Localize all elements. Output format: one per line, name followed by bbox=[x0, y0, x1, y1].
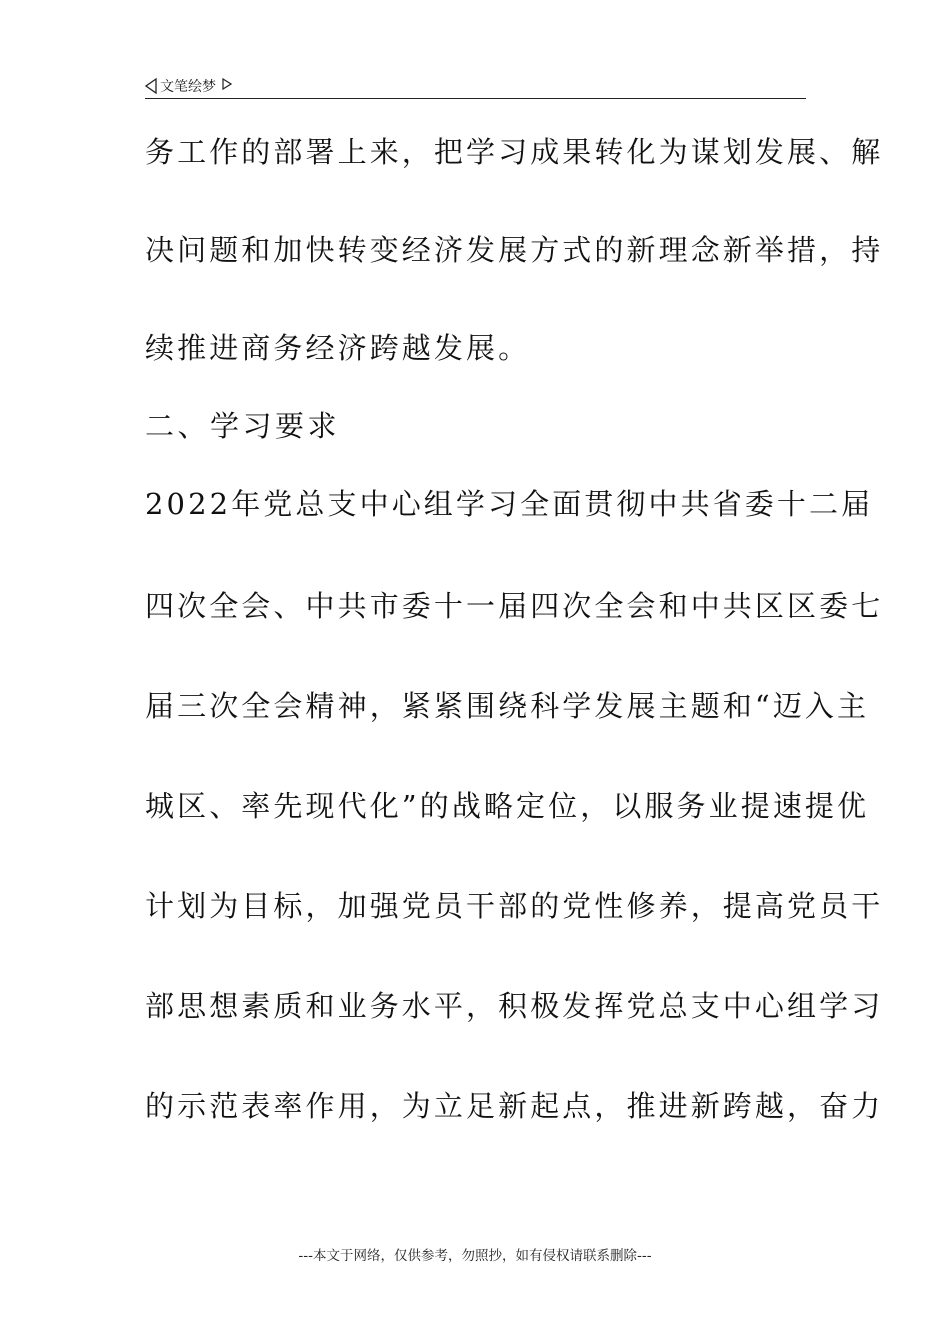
paragraph-line: 2022年党总支中心组学习全面贯彻中共省委十二届 bbox=[145, 487, 874, 521]
header-brand bbox=[145, 76, 232, 96]
paragraph-line: 务工作的部署上来，把学习成果转化为谋划发展、解 bbox=[145, 135, 884, 169]
paragraph-line: 四次全会、中共市委十一届四次全会和中共区区委七 bbox=[145, 589, 884, 623]
paragraph-line: 决问题和加快转变经济发展方式的新理念新举措，持 bbox=[145, 233, 884, 267]
paragraph-line: 届三次全会精神，紧紧围绕科学发展主题和“迈入主 bbox=[145, 689, 870, 723]
page-header bbox=[145, 72, 806, 99]
section-heading: 二、学习要求 bbox=[145, 409, 341, 443]
paragraph-line: 部思想素质和业务水平，积极发挥党总支中心组学习 bbox=[145, 989, 884, 1023]
triangle-right-icon bbox=[222, 78, 232, 90]
paragraph-line: 计划为目标，加强党员干部的党性修养，提高党员干 bbox=[145, 889, 884, 923]
footer-notice: ---本文于网络，仅供参考，勿照抄，如有侵权请联系删除--- bbox=[298, 1248, 652, 1264]
triangle-left-icon bbox=[145, 78, 157, 94]
header-brand-text: 文笔绘梦 bbox=[160, 79, 216, 95]
paragraph-line: 城区、率先现代化”的战略定位，以服务业提速提优 bbox=[145, 789, 870, 823]
paragraph-line: 续推进商务经济跨越发展。 bbox=[145, 331, 531, 365]
paragraph-line: 的示范表率作用，为立足新起点，推进新跨越，奋力 bbox=[145, 1089, 884, 1123]
